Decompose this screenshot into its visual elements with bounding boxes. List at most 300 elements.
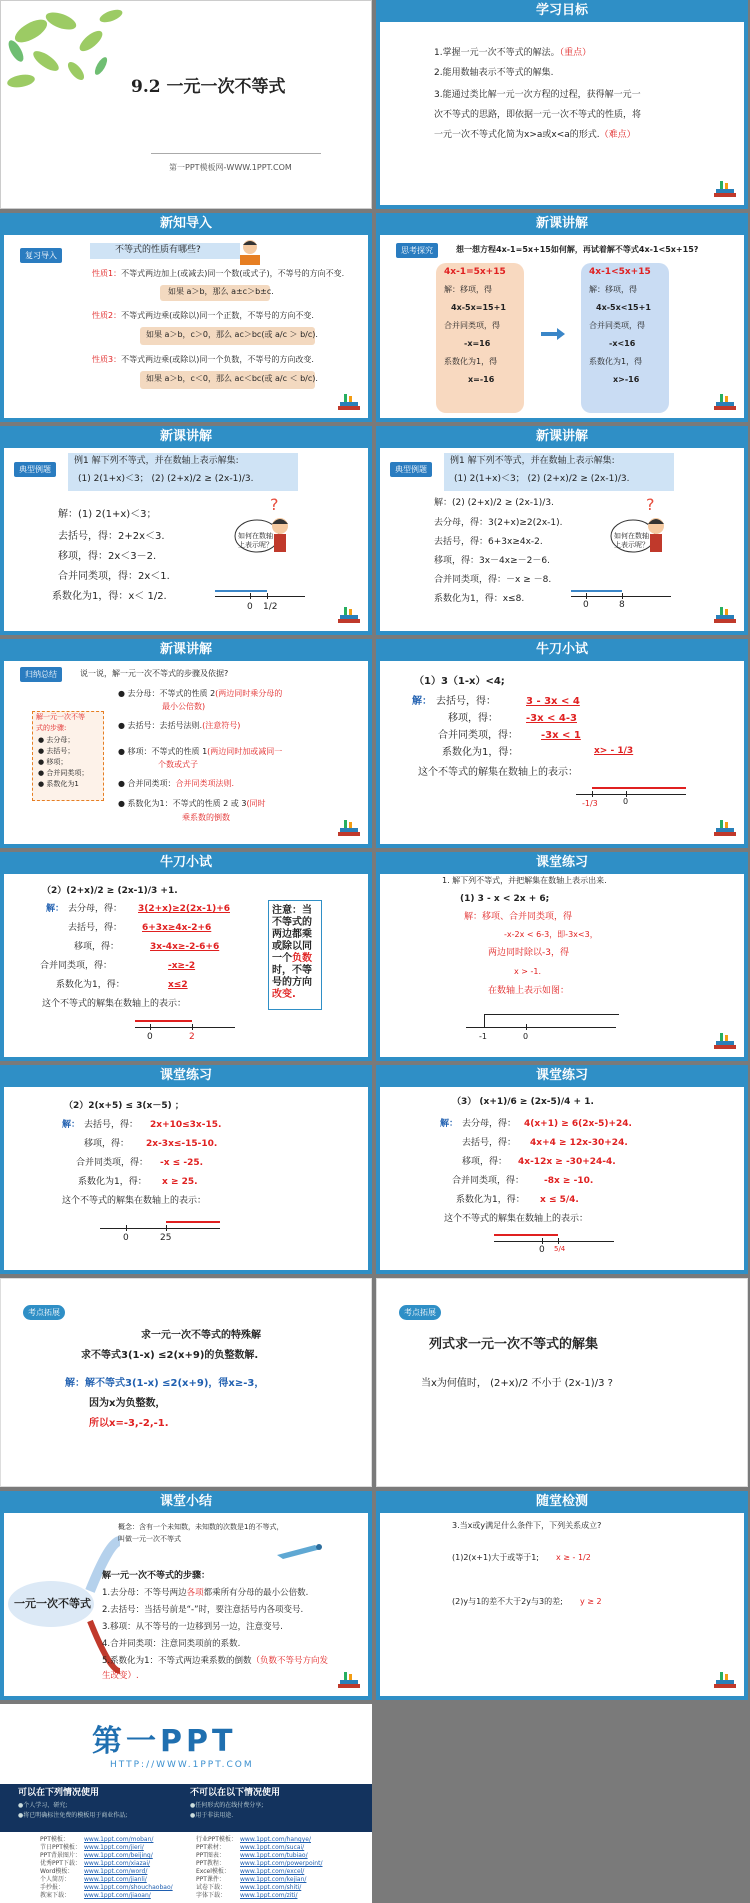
arrow-right-icon <box>541 328 565 340</box>
solve-label: 解： <box>440 1119 459 1129</box>
solution-line-4: 移项，得：3x－4x≥－2－6. <box>434 556 550 566</box>
svg-text:?: ? <box>646 496 655 514</box>
solution-line-1: 解：(2) (2+x)/2 ≥ (2x-1)/3. <box>434 498 554 508</box>
link-label: 试卷下载： <box>196 1884 227 1891</box>
solution-line-2: -x-2x < 6-3，即-3x<3， <box>504 930 598 939</box>
step-4-label: 合并同类项，得： <box>40 961 113 971</box>
summary-step-5: 5.系数化为1：不等式两边乘系数的倒数（负数不等号方向发 <box>102 1656 329 1666</box>
step-4-answer: -8x ≥ -10. <box>544 1176 594 1186</box>
slide-header: 新课讲解 <box>0 639 372 661</box>
tick-label-neg-third: -1/3 <box>582 799 598 808</box>
inequality-line-5: -x<16 <box>609 339 636 348</box>
property-2-example: 如果 a＞b，c＞0，那么 ac＞bc(或 a/c ＞ b/c). <box>146 330 318 339</box>
inequality-line-3: 4x-5x<15+1 <box>596 303 651 312</box>
example-prompt: 例1 解下列不等式，并在数轴上表示解集: <box>450 456 615 466</box>
promo-slide <box>0 1704 372 1903</box>
thinking-girl-icon <box>232 496 292 561</box>
pen-icon <box>275 1541 325 1561</box>
tick-5-4 <box>558 1238 559 1244</box>
goal-1: 1.掌握一元一次不等式的解法。（重点） <box>434 48 592 58</box>
problem-text: （1）3（1-x）<4; <box>414 676 505 687</box>
concept-line-2: 叫做一元一次不等式 <box>118 1535 181 1543</box>
step-4-answer: x> - 1/3 <box>594 746 634 756</box>
step-2-answer: 2x-3x≤-15-10. <box>146 1139 218 1149</box>
step-1-cont: 最小公倍数) <box>162 702 206 711</box>
solve-label: 解： <box>62 1120 81 1130</box>
extension-line-1: 解：解不等式3(1-x) ≤2(x+9)，得x≥-3， <box>65 1378 265 1389</box>
link-label: PPT课件： <box>196 1876 225 1883</box>
link-row[interactable] <box>196 1892 322 1900</box>
link-url[interactable]: www.1ppt.com/shiti/ <box>240 1884 302 1891</box>
property-2: 性质2：不等式两边乘(或除以)同一个正数，不等号的方向不变. <box>92 311 314 320</box>
note-line-3: 两边都乘 <box>272 929 312 940</box>
lecture2-slide <box>0 426 372 635</box>
link-url[interactable]: www.1ppt.com/ziti/ <box>240 1892 298 1899</box>
solution-ray <box>571 590 622 592</box>
can-title: 可以在下列情况使用 <box>18 1788 100 1798</box>
step-3: ● 移项：不等式的性质 1(两边同时加或减同一 <box>118 747 283 756</box>
solution-line-5: 合并同类项，得：－x ≥ －8. <box>434 575 552 585</box>
step-4-label: 合并同类项，得： <box>452 1176 525 1186</box>
review-tag: 复习导入 <box>20 248 62 263</box>
steps-box-line-3: ● 去分母； <box>38 736 75 744</box>
link-label: PPT教程： <box>196 1860 225 1867</box>
extension-title: 求一元一次不等式的特殊解 <box>141 1330 261 1341</box>
equation-line-1: 4x-1=5x+15 <box>444 267 506 277</box>
step-4-label: 系数化为1，得： <box>442 747 519 758</box>
quiz-q2: (2)y与1的差不大于2y与3的差; <box>452 1597 563 1606</box>
goals-slide <box>376 0 748 209</box>
extension-line-2: 因为x为负整数， <box>89 1398 166 1409</box>
inequality-line-1: 4x-1<5x+15 <box>589 267 651 277</box>
step-5-answer: x ≤ 5/4. <box>540 1195 579 1205</box>
tick-label-0: 0 <box>623 797 629 806</box>
slide-header: 新知导入 <box>0 213 372 235</box>
equation-line-3: 4x-5x=15+1 <box>451 303 506 312</box>
concept-line-1: 概念：含有一个未知数，未知数的次数是1的不等式， <box>118 1523 284 1531</box>
leaves-decoration <box>1 1 151 121</box>
extension-line-3: 所以x=-3,-2,-1. <box>89 1418 169 1429</box>
number-line-prompt: 这个不等式的解集在数轴上的表示： <box>42 999 187 1009</box>
step-5-answer: x≤2 <box>168 980 188 990</box>
page-title: 9.2 一元一次不等式 <box>131 77 286 97</box>
promo-logo: 第一PPT <box>92 1724 237 1759</box>
tick-0 <box>542 1238 543 1244</box>
can-line-1: ●个人学习、研究; <box>18 1802 68 1809</box>
equation-line-6: 系数化为1，得 <box>444 357 498 366</box>
link-url[interactable]: www.1ppt.com/jiaoan/ <box>84 1892 151 1899</box>
inequality-line-7: x>-16 <box>613 375 640 384</box>
slide-header: 新课讲解 <box>376 426 748 448</box>
slide-frame <box>376 874 748 1061</box>
tick-label-8: 8 <box>619 600 625 610</box>
step-1-label: 去分母，得： <box>68 904 123 914</box>
footer-text: 第一PPT模板网-WWW.1PPT.COM <box>169 163 292 172</box>
equation-line-4: 合并同类项，得 <box>444 321 500 330</box>
link-row[interactable] <box>40 1876 173 1884</box>
step-3-answer: 3x-4x≥-2-6+6 <box>150 942 220 952</box>
extension-question: 求不等式3(1-x) ≤2(x+9)的负整数解. <box>81 1350 259 1361</box>
solution-line-1: 解：(1) 2(1+x)＜3； <box>58 509 157 520</box>
problem-text: (1) 3 - x < 2x + 6; <box>460 894 550 904</box>
practice3-slide <box>376 1065 748 1274</box>
solution-line-2: 去分母，得：3(2+x)≥2(2x-1). <box>434 518 563 528</box>
quiz-slide <box>376 1491 748 1700</box>
tick-0 <box>526 1024 527 1030</box>
step-2: ● 去括号：去括号法则.(注意符号) <box>118 721 241 730</box>
step-3-label: 合并同类项，得： <box>438 730 518 741</box>
goal-3b: 次不等式的思路，即依据一元一次不等式的性质，将 <box>434 110 642 120</box>
extension1-slide <box>0 1278 372 1487</box>
lecture1-slide <box>376 213 748 422</box>
number-line <box>466 1027 616 1028</box>
link-row[interactable] <box>196 1884 322 1892</box>
step-5-label: 系数化为1，得： <box>456 1195 525 1205</box>
tick-2 <box>192 1024 193 1030</box>
tick-0 <box>126 1225 127 1231</box>
tick-25 <box>166 1225 167 1231</box>
try2-slide <box>0 852 372 1061</box>
tick-0 <box>586 593 587 599</box>
link-url[interactable]: www.1ppt.com/jianli/ <box>84 1876 147 1883</box>
tick-label-0: 0 <box>147 1032 153 1042</box>
number-line <box>100 1228 220 1229</box>
tick-label-0: 0 <box>583 600 589 610</box>
step-5: ● 系数化为1：不等式的性质 2 或 3(同时 <box>118 799 266 808</box>
tick-0 <box>250 593 251 599</box>
number-line-prompt: 这个不等式的解集在数轴上的表示： <box>62 1196 207 1206</box>
problem-text: （2）2(x+5) ≤ 3(x－5) ； <box>64 1101 184 1111</box>
step-3-label: 合并同类项，得： <box>76 1158 149 1168</box>
goal-3a: 3.能通过类比解一元一次方程的过程，获得解一元一 <box>434 90 641 100</box>
center-label: 一元一次不等式 <box>14 1597 91 1610</box>
note-line-1: 注意：当 <box>272 905 312 916</box>
property-1-example: 如果 a＞b，那么 a±c＞b±c. <box>168 287 274 296</box>
cannot-title: 不可以在以下情况使用 <box>190 1788 281 1798</box>
quiz-q1: (1)2(x+1)大于或等于1; <box>452 1553 539 1562</box>
step-4-label: 系数化为1，得： <box>78 1177 147 1187</box>
links-left-list <box>40 1836 173 1900</box>
books-icon <box>336 1670 362 1692</box>
solution-line-6: 系数化为1，得：x≤8. <box>434 594 525 604</box>
link-url[interactable]: www.1ppt.com/kejian/ <box>240 1876 307 1883</box>
tick-label-0: 0 <box>123 1233 129 1243</box>
thinking-girl-icon <box>608 496 668 561</box>
step-2-answer: 6+3x≥4x-2+6 <box>142 923 212 933</box>
link-row[interactable] <box>196 1860 322 1868</box>
tick-label-0: 0 <box>539 1245 545 1255</box>
cannot-line-1: ●任何形式的在线付费分享; <box>190 1802 264 1809</box>
number-line-prompt: 这个不等式的解集在数轴上的表示： <box>444 1214 589 1224</box>
step-4: ● 合并同类项：合并同类项法则. <box>118 779 235 788</box>
solution-ray <box>494 1234 558 1236</box>
solution-line-5: 系数化为1，得：x＜ 1/2. <box>52 591 167 602</box>
tick-label-0: 0 <box>523 1032 529 1041</box>
summary-step-1: 1.去分母：不等号两边各项都乘所有分母的最小公倍数. <box>102 1588 309 1598</box>
step-2-label: 去括号，得： <box>68 923 123 933</box>
step-3-answer: -x ≤ -25. <box>160 1158 204 1168</box>
books-icon <box>336 392 362 414</box>
link-row[interactable] <box>40 1884 173 1892</box>
step-4-answer: x ≥ 25. <box>162 1177 198 1187</box>
tick-half <box>267 593 268 599</box>
steps-box-line-7: ● 系数化为1 <box>38 780 79 788</box>
step-1-answer: 4(x+1) ≥ 6(2x-5)+24. <box>524 1119 632 1129</box>
step-2-label: 去括号，得： <box>462 1138 517 1148</box>
summary-step-4: 4.合并同类项：注意同类项前的系数. <box>102 1639 241 1649</box>
link-label: Word模板： <box>40 1868 74 1875</box>
step-3-answer: -3x < 1 <box>541 730 581 741</box>
property-1: 性质1：不等式两边加上(或减去)同一个数(或式子)，不等号的方向不变. <box>92 269 345 278</box>
summary-step-5-cont: 生改变）. <box>102 1671 139 1681</box>
quiz-question: 3.当x或y满足什么条件下，下列关系成立? <box>452 1521 602 1530</box>
link-row[interactable] <box>40 1892 173 1900</box>
link-row[interactable] <box>196 1868 322 1876</box>
link-label: 优秀PPT下载： <box>40 1860 81 1867</box>
note-line-7: 号的方向 <box>272 977 312 988</box>
link-row[interactable] <box>196 1876 322 1884</box>
problem-text: （2）(2+x)/2 ≥ (2x-1)/3 +1. <box>42 886 178 896</box>
link-url[interactable]: www.1ppt.com/shouchaobao/ <box>84 1884 173 1891</box>
links-right-list <box>196 1836 322 1900</box>
problem-text: （3） (x+1)/6 ≥ (2x-5)/4 + 1. <box>452 1097 594 1107</box>
link-row[interactable] <box>196 1844 322 1852</box>
link-url[interactable]: www.1ppt.com/beijing/ <box>84 1852 153 1859</box>
title-divider <box>151 153 321 154</box>
question-text: 不等式的性质有哪些? <box>115 245 201 255</box>
link-url[interactable]: www.1ppt.com/word/ <box>84 1868 148 1875</box>
note-line-8: 改变. <box>272 989 296 1000</box>
equation-line-2: 解：移项，得 <box>444 285 492 294</box>
link-url[interactable]: www.1ppt.com/sucai/ <box>240 1844 305 1851</box>
link-label: 行业PPT模板： <box>196 1836 237 1843</box>
link-label: PPT背景图片： <box>40 1852 81 1859</box>
equation-line-7: x=-16 <box>468 375 495 384</box>
step-3-answer: 4x-12x ≥ -30+24-4. <box>518 1157 616 1167</box>
books-icon <box>336 605 362 627</box>
practice2-slide <box>0 1065 372 1274</box>
step-5-cont: 乘系数的倒数 <box>182 813 230 822</box>
link-label: 手抄报： <box>40 1884 65 1891</box>
books-icon <box>712 1670 738 1692</box>
property-3: 性质3：不等式两边乘(或除以)同一个负数，不等号的方向改变. <box>92 355 314 364</box>
tick-label-half: 1/2 <box>263 602 278 612</box>
steps-box-line-1: 解一元一次不等 <box>36 713 85 721</box>
tick-8 <box>622 593 623 599</box>
note-line-2: 不等式的 <box>272 917 312 928</box>
solution-ray <box>484 1014 619 1015</box>
link-label: PPT模板： <box>40 1836 69 1843</box>
extension2-slide <box>376 1278 748 1487</box>
step-2-answer: 4x+4 ≥ 12x-30+24. <box>530 1138 628 1148</box>
extension-tag: 考点拓展 <box>399 1305 441 1320</box>
link-url[interactable]: www.1ppt.com/jieri/ <box>84 1844 144 1851</box>
steps-box-line-2: 式的步骤: <box>36 724 67 732</box>
solution-line-5: 在数轴上表示如图： <box>488 986 570 996</box>
slide-header: 课堂练习 <box>376 1065 748 1087</box>
books-icon <box>336 818 362 840</box>
extension-question: 当x为何值时， (2+x)/2 不小于 (2x-1)/3 ? <box>421 1378 613 1389</box>
link-label: PPT图表： <box>196 1852 225 1859</box>
link-row[interactable] <box>40 1844 173 1852</box>
slide-header: 牛刀小试 <box>376 639 748 661</box>
steps-box-line-6: ● 合并同类项； <box>38 769 89 777</box>
slide-header: 新课讲解 <box>0 426 372 448</box>
link-url[interactable]: www.1ppt.com/moban/ <box>84 1836 154 1843</box>
solution-line-4: 合并同类项，得：2x＜1. <box>58 571 170 582</box>
note-line-6: 时，不等 <box>272 965 312 976</box>
lecture3-slide <box>376 426 748 635</box>
link-url[interactable]: www.1ppt.com/tubiao/ <box>240 1852 308 1859</box>
solution-line-3: 两边同时除以-3，得 <box>488 948 569 958</box>
step-1-label: 去分母，得： <box>462 1119 517 1129</box>
link-label: Excel模板： <box>196 1868 230 1875</box>
bubble-text: 如何在数轴上表示呢？ <box>238 532 273 550</box>
link-row[interactable] <box>40 1868 173 1876</box>
solution-ray <box>135 1020 192 1022</box>
step-2-label: 移项，得： <box>84 1139 130 1149</box>
slide-header: 课堂练习 <box>0 1065 372 1087</box>
step-1-answer: 3 - 3x < 4 <box>526 696 580 707</box>
practice1-slide <box>376 852 748 1061</box>
note-line-5: 一个负数 <box>272 953 312 964</box>
link-label: 教案下载： <box>40 1892 71 1899</box>
solution-ray <box>215 590 267 592</box>
link-label: 节日PPT模板： <box>40 1844 81 1851</box>
step-2-answer: -3x < 4-3 <box>526 713 577 724</box>
equation-line-5: -x=16 <box>464 339 491 348</box>
solution-line-2: 去括号，得：2+2x＜3. <box>58 531 165 542</box>
summary-slide <box>0 1491 372 1700</box>
goal-2: 2.能用数轴表示不等式的解集. <box>434 68 554 78</box>
slide-frame <box>376 661 748 848</box>
books-icon <box>712 392 738 414</box>
tick-label-2: 2 <box>189 1032 195 1042</box>
example-tag: 典型例题 <box>14 462 56 477</box>
svg-text:?: ? <box>270 496 279 514</box>
slide-header: 随堂检测 <box>376 1491 748 1513</box>
number-line <box>494 1241 614 1242</box>
summary-step-3: 3.移项：从不等号的一边移到另一边，注意变号. <box>102 1622 283 1632</box>
inequality-line-4: 合并同类项，得 <box>589 321 645 330</box>
steps-box-line-4: ● 去括号； <box>38 747 75 755</box>
solve-label: 解： <box>46 904 65 914</box>
solution-line-1: 解：移项、合并同类项，得 <box>464 912 573 922</box>
bubble-text: 如何在数轴上表示呢？ <box>614 532 649 550</box>
summary-tag: 归纳总结 <box>20 667 62 682</box>
property-3-example: 如果 a＞b，c＜0，那么 ac＜bc(或 a/c ＜ b/c). <box>146 374 318 383</box>
solution-line-3: 去括号，得：6+3x≥4x-2. <box>434 537 543 547</box>
teacher-icon <box>235 237 265 267</box>
step-3-label: 移项，得： <box>462 1157 508 1167</box>
steps-box-line-5: ● 移项； <box>38 758 68 766</box>
step-5-label: 系数化为1，得： <box>56 980 125 990</box>
intro-slide <box>0 213 372 422</box>
slide-header: 课堂小结 <box>0 1491 372 1513</box>
solve-label: 解： <box>412 696 432 707</box>
tick-neg-third <box>592 791 593 797</box>
tick-label-neg1: -1 <box>479 1032 487 1041</box>
example-tag: 典型例题 <box>390 462 432 477</box>
books-icon <box>712 179 738 201</box>
problem-prompt: 1. 解下列不等式，并把解集在数轴上表示出来. <box>442 876 607 885</box>
step-1-answer: 2x+10≤3x-15. <box>150 1120 222 1130</box>
quiz-a2: y ≥ 2 <box>580 1597 602 1606</box>
solution-line-3: 移项，得：2x＜3－2. <box>58 551 157 562</box>
lecture4-slide <box>0 639 372 848</box>
cannot-line-2: ●用于非法用途. <box>190 1812 234 1819</box>
books-icon <box>712 1031 738 1053</box>
books-icon <box>712 818 738 840</box>
inequality-line-6: 系数化为1，得 <box>589 357 643 366</box>
explore-tag: 思考探究 <box>396 243 438 258</box>
step-4-answer: -x≥-2 <box>168 961 196 971</box>
step-1-label: 去括号，得： <box>84 1120 139 1130</box>
tick-0 <box>150 1024 151 1030</box>
tick-neg1 <box>484 1014 485 1027</box>
link-row[interactable] <box>196 1852 322 1860</box>
slide-header: 学习目标 <box>376 0 748 22</box>
link-label: 字体下载： <box>196 1892 227 1899</box>
solution-line-4: x > -1. <box>514 967 542 976</box>
link-url[interactable]: www.1ppt.com/hangye/ <box>240 1836 311 1843</box>
link-url[interactable]: www.1ppt.com/powerpoint/ <box>240 1860 323 1867</box>
title-slide <box>0 0 372 209</box>
step-1-label: 去括号，得： <box>436 696 496 707</box>
tick-label-25: 25 <box>160 1233 172 1243</box>
example-parts: (1) 2(1+x)＜3； (2) (2+x)/2 ≥ (2x-1)/3. <box>78 474 254 484</box>
step-1: ● 去分母：不等式的性质 2(两边同时乘分母的 <box>118 689 283 698</box>
tick-label-5-4: 5/4 <box>554 1245 566 1253</box>
question-text: 说一说，解一元一次不等式的步骤及依据? <box>80 669 229 678</box>
books-icon <box>712 605 738 627</box>
step-2-label: 移项，得： <box>448 713 498 724</box>
question-text: 想一想方程4x-1=5x+15如何解，再试着解不等式4x-1<5x+15? <box>456 245 699 254</box>
example-prompt: 例1 解下列不等式，并在数轴上表示解集: <box>74 456 239 466</box>
number-line <box>215 596 305 597</box>
goal-3c: 一元一次不等式化简为x>a或x<a的形式.（难点） <box>434 130 636 140</box>
slide-header: 牛刀小试 <box>0 852 372 874</box>
link-row[interactable] <box>40 1852 173 1860</box>
step-1-answer: 3(2+x)≥2(2x-1)+6 <box>138 904 230 914</box>
can-line-2: ●将已明确标注免费的模板用于商业作品; <box>18 1812 128 1819</box>
tick-label-0: 0 <box>247 602 253 612</box>
link-url[interactable]: www.1ppt.com/xiazai/ <box>84 1860 151 1867</box>
step-3-label: 移项，得： <box>74 942 120 952</box>
promo-url[interactable]: HTTP://WWW.1PPT.COM <box>110 1760 254 1770</box>
link-row[interactable] <box>40 1860 173 1868</box>
link-row[interactable] <box>40 1836 173 1844</box>
summary-step-2: 2.去括号：当括号前是“-”时，要注意括号内各项变号. <box>102 1605 304 1615</box>
quiz-a1: x ≥ - 1/2 <box>556 1553 591 1562</box>
extension-title: 列式求一元一次不等式的解集 <box>429 1337 599 1352</box>
link-url[interactable]: www.1ppt.com/excel/ <box>240 1868 305 1875</box>
example-parts: (1) 2(1+x)＜3； (2) (2+x)/2 ≥ (2x-1)/3. <box>454 474 630 484</box>
try1-slide <box>376 639 748 848</box>
link-row[interactable] <box>196 1836 322 1844</box>
solution-ray <box>592 787 686 789</box>
link-label: PPT素材： <box>196 1844 225 1851</box>
link-label: 个人简历： <box>40 1876 71 1883</box>
note-line-4: 或除以同 <box>272 941 312 952</box>
steps-title: 解一元一次不等式的步骤： <box>102 1571 211 1581</box>
number-line-prompt: 这个不等式的解集在数轴上的表示： <box>418 767 578 778</box>
solution-ray <box>166 1221 220 1223</box>
step-3-cont: 个数或式子 <box>158 760 198 769</box>
slide-header: 课堂练习 <box>376 852 748 874</box>
extension-tag: 考点拓展 <box>23 1305 65 1320</box>
slide-header: 新课讲解 <box>376 213 748 235</box>
